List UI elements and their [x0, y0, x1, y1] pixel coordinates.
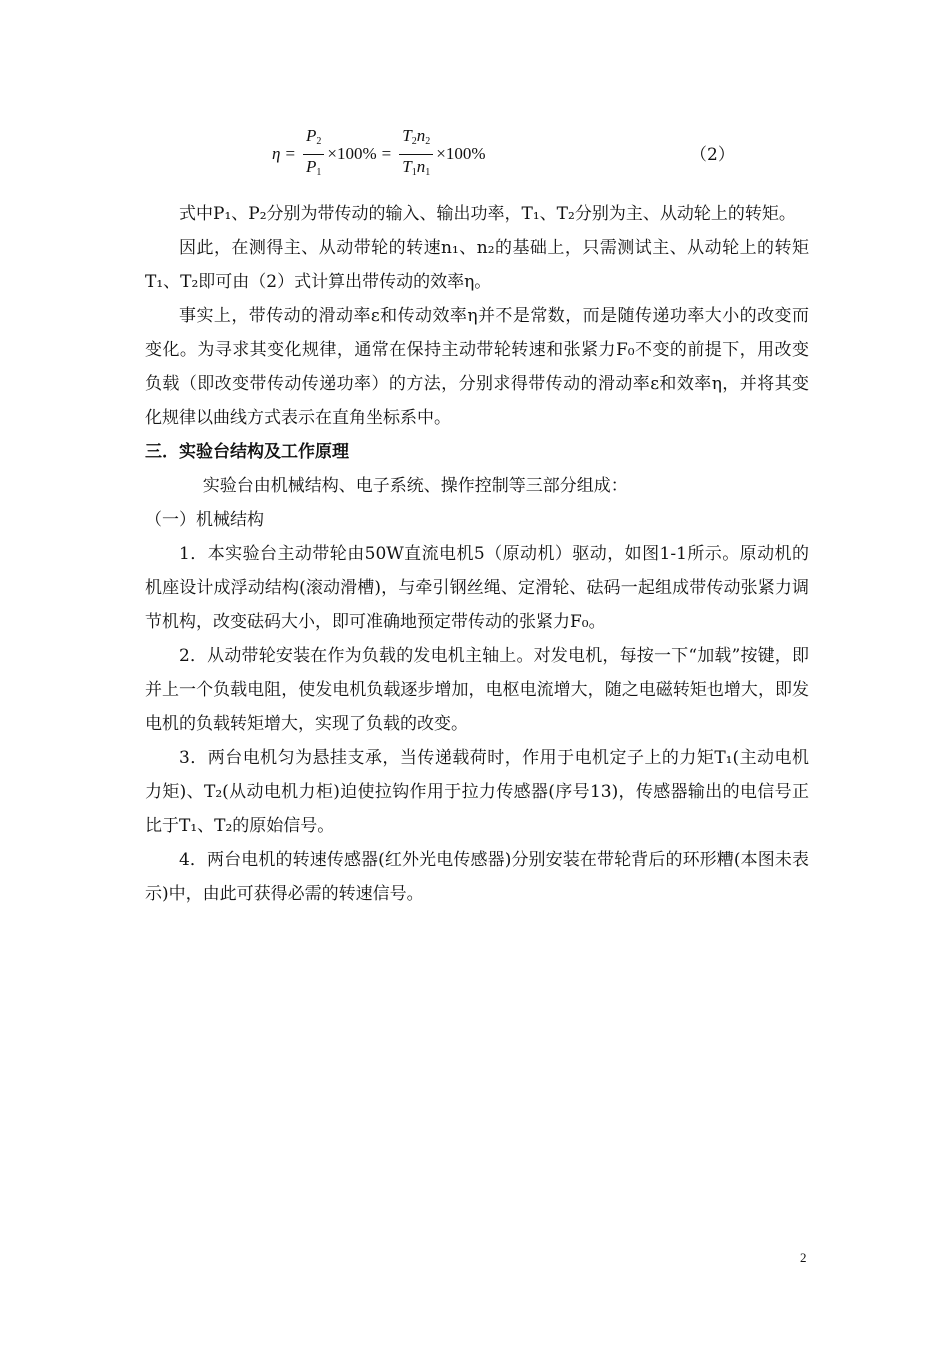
section-heading: 三．实验台结构及工作原理	[145, 442, 349, 462]
times-percent: ×100%	[436, 144, 486, 163]
list-item: 4．两台电机的转速传感器(红外光电传感器)分别安装在带轮背后的环形糟(本图未表示)中，由此可获得必需的转速信号。	[145, 850, 809, 904]
list-item: 3．两台电机匀为悬挂支承，当传递载荷时，作用于电机定子上的力矩T₁(主动电机力矩)、T₂(从动电机力柜)迫使拉钩作用于拉力传感器(序号13)，传感器输出的电信号正比于T₁、T₂的原始信号。	[145, 748, 809, 836]
torque-speed-fraction	[399, 126, 433, 183]
power-fraction	[303, 126, 324, 183]
eta-symbol: η	[272, 144, 281, 163]
fraction-denominator: $T_1n_1$	[402, 156, 431, 178]
list-item: 2．从动带轮安装在作为负载的发电机主轴上。对发电机，每按一下“加载”按键，即并上一个负载电阻，使发电机负载逐步增加，电枢电流增大，随之电磁转矩也增大，即发电机的负载转矩增大，实现了负载的改变。	[145, 646, 809, 734]
efficiency-formula	[272, 124, 485, 184]
fraction-numerator: $T_2n_2$	[399, 126, 433, 155]
equals-sign: =	[381, 144, 392, 163]
fraction-denominator: $P_1$	[306, 156, 322, 178]
paragraph: 因此，在测得主、从动带轮的转速n₁、n₂的基础上，只需测试主、从动轮上的转矩T₁、T₂即可由（2）式计算出带传动的效率η。	[145, 238, 809, 292]
page-number: 2	[800, 1250, 807, 1265]
paragraph: 式中P₁、P₂分别为带传动的输入、输出功率，T₁、T₂分别为主、从动轮上的转矩。	[179, 204, 796, 224]
equation-number: （2）	[690, 145, 735, 165]
paragraph: 事实上，带传动的滑动率ε和传动效率η并不是常数，而是随传递功率大小的改变而变化。为寻求其变化规律，通常在保持主动带轮转速和张紧力F₀不变的前提下，用改变负载（即改变带传动传递功率）的方法，分别求得带传动的滑动率ε和效率η，并将其变化规律以曲线方式表示在直角坐标系中。	[145, 306, 809, 428]
equals-sign: =	[285, 144, 296, 163]
list-item: 1．本实验台主动带轮由50W直流电机5（原动机）驱动，如图1-1所示。原动机的机座设计成浮动结构(滚动滑槽)，与牵引钢丝绳、定滑轮、砝码一起组成带传动张紧力调节机构，改变砝码大小，即可准确地预定带传动的张紧力F₀。	[145, 544, 809, 632]
section-intro: 实验台由机械结构、电子系统、操作控制等三部分组成：	[202, 476, 628, 496]
subsection-heading: （一）机械结构	[145, 510, 264, 530]
fraction-numerator: $P_2$	[303, 126, 324, 155]
body-text	[145, 197, 809, 911]
times-percent: ×100%	[327, 144, 377, 163]
